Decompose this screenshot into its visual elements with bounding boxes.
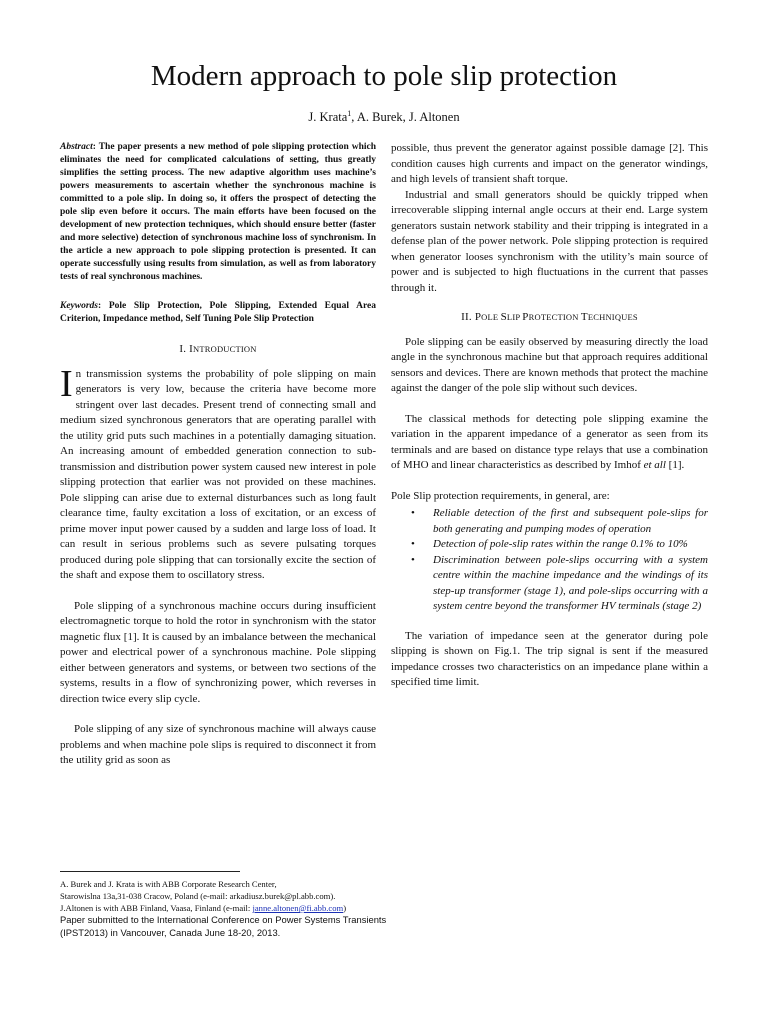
intro-paragraph-2: Pole slipping of a synchronous machine occurs during insufficient electromagnetic torque to hold the rotor in synchronism with the stator magnetic flux [1]. It is caused by an imbalance between the mechanical power and electrical power of a synchronous machine. Pole slipping either between generators and systems, or between two sections of the systems, results in a flow of synchronizing power, which reverses in direction twice every slip cycle.	[60, 599, 376, 705]
footnote-conference: Paper submitted to the International Conference on Power Systems Transients (IPST2013) in Vancouver, Canada June 18-20, 2013.	[60, 914, 387, 938]
list-item-text: Detection of pole-slip rates within the range 0.1% to 10%	[433, 538, 688, 550]
right-paragraph-1: possible, thus prevent the generator against possible damage [2]. This condition causes high currents and impact on the generator windings, and high levels of transient shaft torque.	[391, 142, 708, 185]
abstract-label: Abstract	[60, 142, 93, 152]
footnote-line-2: Starowislna 13a,31-038 Cracow, Poland (e-mail: arkadiusz.burek@pl.abb.com).	[60, 891, 336, 901]
list-item-text: Reliable detection of the first and subsequent pole-slips for both generating and pumping modes of operation	[433, 507, 708, 535]
author-others: , A. Burek, J. Altonen	[351, 110, 460, 124]
requirements-list	[391, 506, 708, 615]
footnote-line-3-text: J.Altonen is with ABB Finland, Vaasa, Finland (e-mail:	[60, 903, 253, 913]
left-column	[60, 141, 376, 769]
footnote	[60, 878, 420, 939]
section-cap: P	[522, 311, 529, 323]
email-link[interactable]: janne.altonen@fi.abb.com	[252, 903, 344, 913]
section-number: I.	[179, 343, 190, 355]
list-item	[411, 553, 708, 615]
list-item-text: Discrimination between pole-slips occurring with a system centre within the machine impedance and the windings of its step-up transformer (stage 1), and pole-slips occurring with a system centre beyond the transformer HV terminals (stage 2)	[433, 553, 708, 612]
citation-et-all: et all	[643, 459, 666, 471]
intro-paragraph-1-text: n transmission systems the probability of pole slipping on main generators is very low, because the criteria have become more stringent over last decades. Present trend of connecting small and medium sized synchronous generators that are operating parallel with the utility grid puts such machines in a potentially damaging situation. An increasing amount of embedded generation connection to sub-transmission and distribution power system caused new interest in pole slipping protection that earlier was not provided on these machines. Pole slipping can arise due to external disturbances such as long fault clearance time, faulty excitation a loss of excitation, or an excess of prime mover input power caused by a sudden and large loss of load. It can result in serious problems such as severe pulsating torques produced during pole slipping that can torsionally excite the section of the shaft and expose them to oscillatory stress.	[60, 367, 376, 581]
section-title-part: LIP	[506, 312, 523, 322]
intro-paragraph-1	[60, 362, 376, 584]
bullet-icon: •	[411, 507, 415, 519]
author-krata: J. Krata	[308, 110, 348, 124]
section-heading-introduction	[60, 342, 376, 358]
right-paragraph-2: Industrial and small generators should be quickly tripped when irrecoverable slipping internal angle occurs at their end. Large system generators sustain network stability and their tripping is integrated in a defense plan of the power network. Pole slipping protection is required when generator looses synchronism with the utility’s main source of power and is subjected to high fluctuations in the current that passes through it.	[391, 188, 708, 294]
bullet-icon: •	[411, 553, 415, 566]
section-heading-techniques	[391, 310, 708, 326]
bullet-icon: •	[411, 538, 415, 550]
intro-paragraph-3: Pole slipping of any size of synchronous machine will always cause problems and when machine pole slips is required to disconnect it from the utility grid as soon as	[60, 723, 376, 766]
section-title-part: OLE	[481, 312, 501, 322]
requirements-intro: Pole Slip protection requirements, in general, are:	[391, 489, 610, 502]
footnote-divider	[60, 871, 240, 872]
section-title-rest: NTRODUCTION	[193, 344, 257, 354]
keywords-text: : Pole Slip Protection, Pole Slipping, Extended Equal Area Criterion, Impedance method, Self Tuning Pole Slip Protection	[60, 301, 376, 324]
right-paragraph-3: Pole slipping can be easily observed by measuring directly the load angle in the synchronous machine but that approach requires additional sensors and devices. There are known methods that protect the machine against the danger of the pole slip without such devices.	[391, 335, 708, 394]
author-affiliation-marker: 1	[347, 108, 352, 118]
section-number: II.	[461, 311, 475, 323]
section-cap: I	[189, 343, 194, 355]
footnote-line-3-end: )	[343, 903, 347, 913]
list-item	[411, 537, 708, 553]
section-cap: T	[580, 311, 588, 323]
right-column	[391, 141, 708, 691]
section-cap: S	[500, 311, 507, 323]
right-paragraph-4-text: The classical methods for detecting pole slipping examine the variation in the apparent impedance of a generator as seen from its terminals and are based on distance type relays that use a combination of MHO and linear characteristics as described by Imhof	[391, 412, 708, 471]
drop-cap: I	[60, 362, 73, 405]
abstract-text: : The paper presents a new method of pole slipping protection which eliminates the need for complicated calculations of setting, thus greatly simplifies the setting process. The new adaptive algorithm uses machine’s powers measurements to ascertain whether the synchronous machine is committed to a pole slip. In doing so, it offers the prospect of detecting the pole slip even before it occurs. The main efforts have been focused on the development of new protection techniques, which should ensure better (faster and more selective) detection of synchronous machine loss of synchronism. In the article a new approach to pole slipping protection is presented. It can operate successfully using results from simulation, as well as from laboratory tests of real synchronous machines.	[60, 142, 376, 282]
abstract	[60, 141, 376, 284]
keywords	[60, 300, 376, 326]
section-cap: P	[474, 311, 482, 323]
footnote-line-3	[60, 902, 420, 914]
paper-title: Modern approach to pole slip protection	[150, 60, 618, 92]
footnote-line-1: A. Burek and J. Krata is with ABB Corporate Research Center,	[60, 879, 277, 889]
right-paragraph-5: The variation of impedance seen at the generator during pole slipping is shown on Fig.1. The trip signal is sent if the measured impedance crosses two characteristics on an impedance plane within a specified time limit.	[391, 629, 708, 688]
right-paragraph-4	[391, 412, 708, 474]
keywords-label: Keywords	[60, 301, 98, 311]
author-list	[0, 110, 768, 125]
list-item	[411, 506, 708, 537]
right-paragraph-4-ref: [1].	[665, 459, 685, 471]
section-title-part: ECHNIQUES	[587, 312, 638, 322]
section-title-part: ROTECTION	[528, 312, 581, 322]
